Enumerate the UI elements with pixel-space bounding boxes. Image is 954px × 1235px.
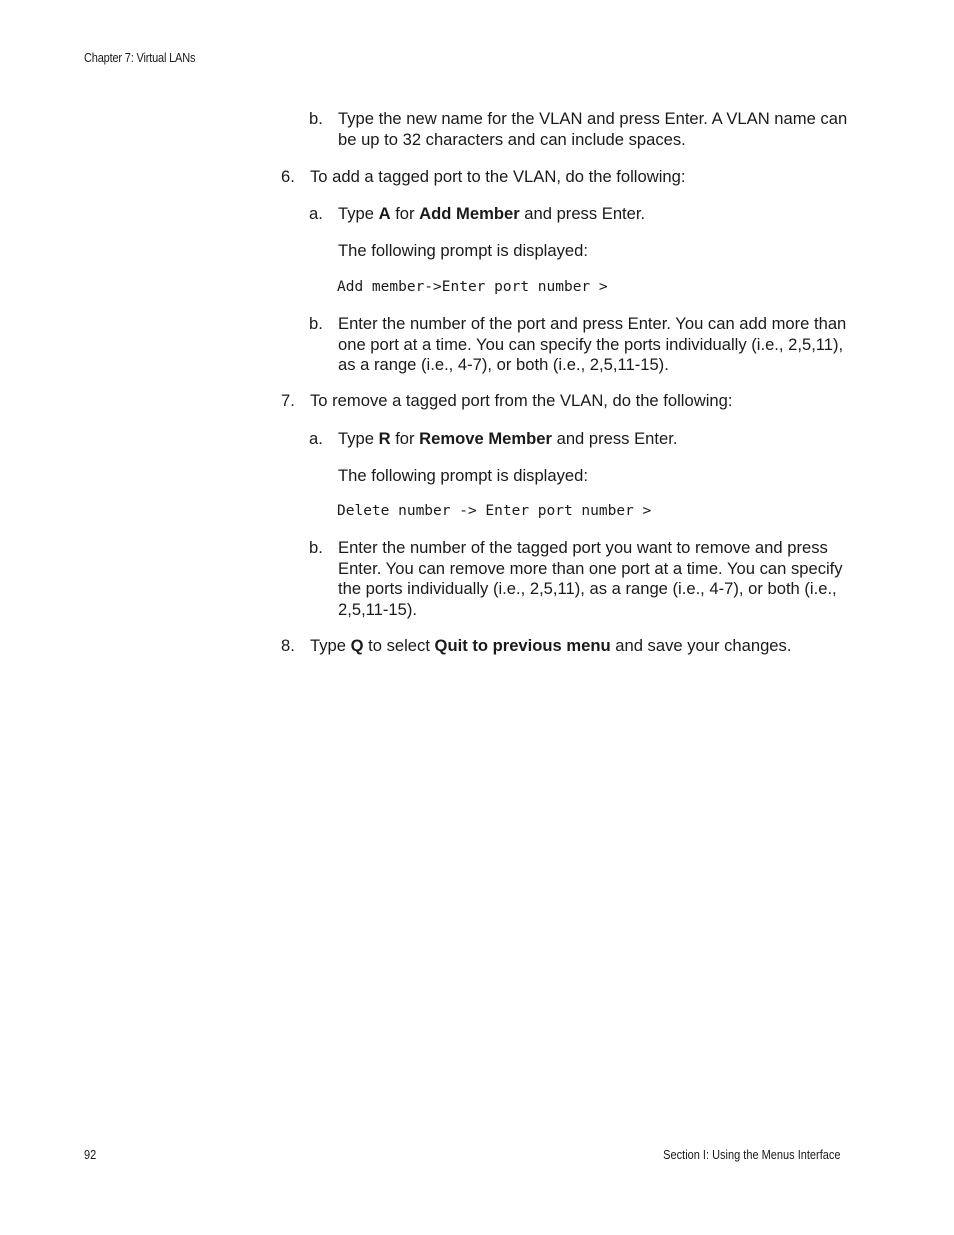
option-quit-to-previous-menu: Quit to previous menu — [434, 636, 611, 655]
substep-marker: b. — [309, 109, 323, 128]
prompt-code-add-member: Add member->Enter port number > — [337, 279, 608, 295]
prompt-intro: The following prompt is displayed: — [338, 466, 588, 485]
step-marker: 8. — [281, 636, 295, 655]
substep-marker: b. — [309, 538, 323, 557]
substep-7a-text: Type R for Remove Member and press Enter. — [338, 429, 678, 448]
option-remove-member: Remove Member — [419, 429, 552, 448]
substep-marker: a. — [309, 204, 323, 223]
step-marker: 6. — [281, 167, 295, 186]
prompt-code-delete-member: Delete number -> Enter port number > — [337, 503, 652, 519]
page-number: 92 — [84, 1148, 97, 1162]
substep-marker: a. — [309, 429, 323, 448]
step-marker: 7. — [281, 391, 295, 410]
step-7-text: To remove a tagged port from the VLAN, do the following: — [310, 391, 733, 410]
substep-7b-text: Enter the number of the tagged port you want to remove and press Enter. You can remove more than one port at a time. You can specify the ports individually (i.e., 2,5,11), as a range (i.e., 4-7), or both (i.e., 2,5,11-15). — [338, 538, 843, 619]
key-q: Q — [350, 636, 364, 655]
prompt-intro: The following prompt is displayed: — [338, 241, 588, 260]
step-8-text: Type Q to select Quit to previous menu and save your changes. — [310, 636, 792, 655]
substep-5b-text: Type the new name for the VLAN and press Enter. A VLAN name can be up to 32 characters and can include spaces. — [338, 109, 848, 149]
running-footer-section: Section I: Using the Menus Interface — [662, 1148, 840, 1162]
substep-6b-text: Enter the number of the port and press Enter. You can add more than one port at a time. You can specify the ports individually (i.e., 2,5,11), as a range (i.e., 4-7), or both (i.e., 2,5,11-15). — [338, 314, 847, 374]
step-6-text: To add a tagged port to the VLAN, do the following: — [310, 167, 686, 186]
substep-marker: b. — [309, 314, 323, 333]
running-header: Chapter 7: Virtual LANs — [84, 51, 196, 65]
key-a: A — [378, 204, 391, 223]
option-add-member: Add Member — [419, 204, 520, 223]
key-r: R — [378, 429, 391, 448]
substep-6a-text: Type A for Add Member and press Enter. — [338, 204, 646, 223]
